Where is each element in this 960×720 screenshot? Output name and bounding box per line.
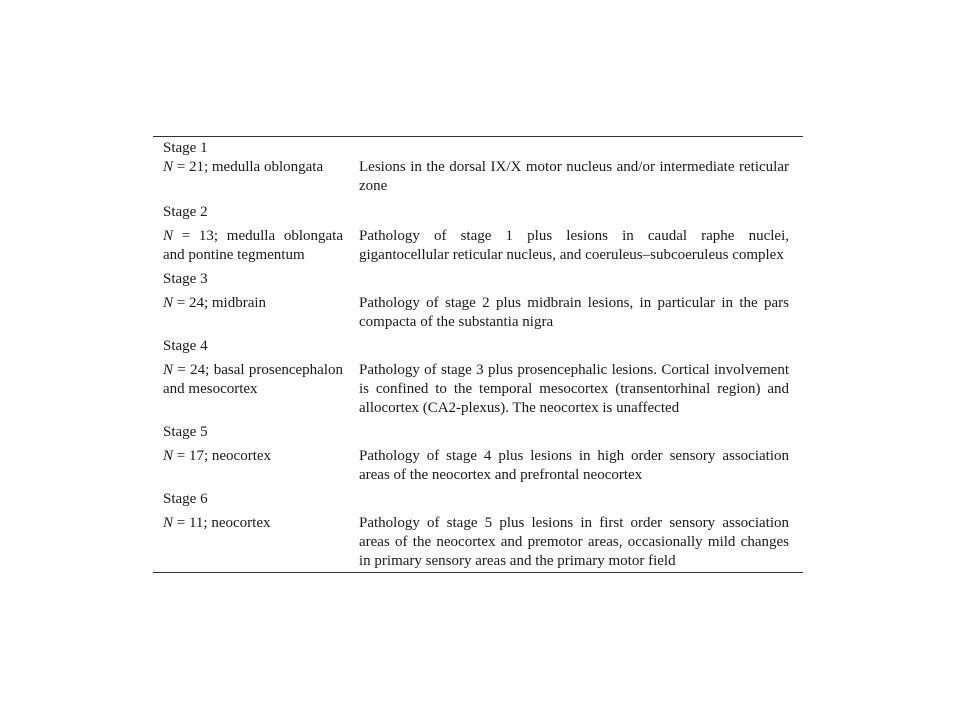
stage-title: Stage 3 [163, 271, 208, 287]
stage-title: Stage 5 [163, 424, 208, 440]
stage-description: Pathology of stage 2 plus midbrain lesions, in particular in the pars compacta of the substantia nigra [359, 295, 789, 330]
stage-region [153, 294, 349, 332]
n-symbol: N [163, 362, 174, 378]
stage-title: Stage 1 [163, 140, 208, 156]
stage-region [153, 514, 349, 571]
stage-2 [153, 203, 803, 265]
stage-title: Stage 2 [163, 204, 208, 220]
stage-row [153, 361, 803, 418]
stage-6 [153, 490, 803, 571]
stage-region [153, 361, 349, 418]
n-symbol: N [163, 448, 174, 464]
n-symbol: N [163, 159, 174, 175]
stage-row [153, 158, 803, 196]
region-text: = 11; neocortex [173, 515, 271, 531]
stage-region [153, 227, 349, 265]
stage-title: Stage 6 [163, 491, 208, 507]
n-symbol: N [163, 295, 174, 311]
stage-title: Stage 4 [163, 338, 208, 354]
region-text: = 13; medulla oblongata and pontine tegmentum [163, 228, 343, 263]
stage-description: Pathology of stage 4 plus lesions in high order sensory association areas of the neocortex and prefrontal neocortex [359, 448, 789, 483]
stage-5 [153, 423, 803, 485]
staging-table [153, 136, 803, 573]
stage-row [153, 514, 803, 571]
stage-description: Pathology of stage 5 plus lesions in first order sensory association areas of the neocortex and premotor areas, occasionally mild changes in primary sensory areas and the primary motor field [359, 515, 789, 569]
stage-row [153, 227, 803, 265]
stage-region [153, 158, 349, 196]
stage-description: Pathology of stage 3 plus prosencephalic lesions. Cortical involvement is confined to the temporal mesocortex (transentorhinal region) and allocortex (CA2-plexus). The neocortex is unaffected [359, 362, 789, 416]
stage-1 [153, 139, 803, 196]
region-text: = 21; medulla oblongata [173, 159, 324, 175]
stage-3 [153, 270, 803, 332]
region-text: = 24; midbrain [173, 295, 267, 311]
n-symbol: N [163, 228, 174, 244]
stage-row [153, 294, 803, 332]
stage-description: Pathology of stage 1 plus lesions in caudal raphe nuclei, gigantocellular reticular nucleus, and coeruleus–subcoeruleus complex [359, 228, 789, 263]
region-text: = 24; basal prosencephalon and mesocortex [163, 362, 343, 397]
stage-description: Lesions in the dorsal IX/X motor nucleus and/or intermediate reticular zone [359, 159, 789, 194]
region-text: = 17; neocortex [173, 448, 272, 464]
stage-row [153, 447, 803, 485]
n-symbol: N [163, 515, 174, 531]
stage-4 [153, 337, 803, 418]
stage-region [153, 447, 349, 485]
